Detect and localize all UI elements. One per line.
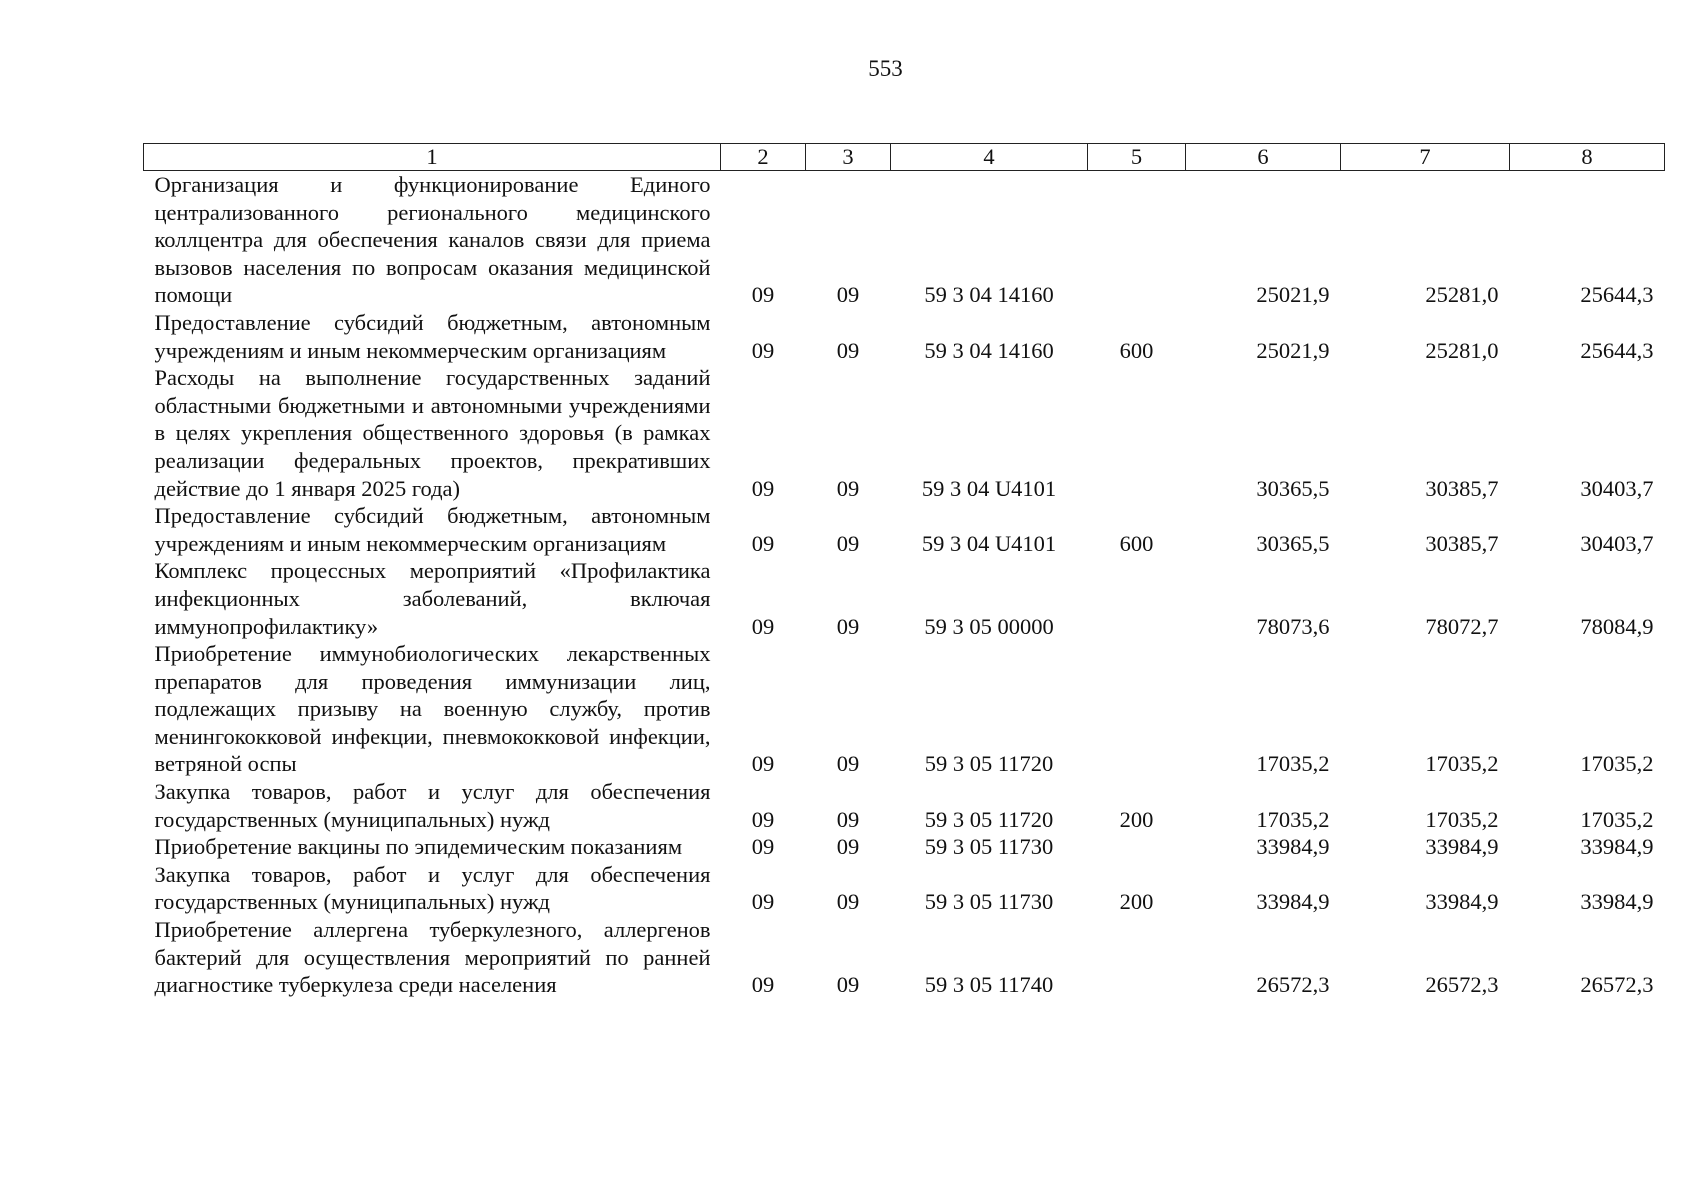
row-target-code: 59 3 04 14160 [924, 337, 1054, 363]
row-section: 09 [751, 282, 775, 308]
row-section: 09 [751, 972, 775, 998]
row-expense-type [1088, 833, 1186, 861]
header-col-1: 1 [144, 144, 721, 171]
row-value-col8: 17035,2 [1580, 751, 1654, 777]
row-name: Расходы на выполнение государственных заданий областными бюджетными и автономными учреждениями в целях укрепления общественного здоровья (в рамках реализации федеральных проектов, прекративших действие до 1 января 2025 года) [154, 365, 711, 501]
table-row [144, 640, 1665, 778]
row-name: Закупка товаров, работ и услуг для обеспечения государственных (муниципальных) нужд [154, 779, 711, 832]
row-expense-type [1088, 364, 1186, 502]
row-section: 09 [751, 475, 775, 501]
row-name: Предоставление субсидий бюджетным, автономным учреждениям и иным некоммерческим организациям [154, 503, 711, 556]
row-section: 09 [751, 889, 775, 915]
header-col-5: 5 [1088, 144, 1186, 171]
row-target-code: 59 3 05 00000 [924, 613, 1054, 639]
page-number: 553 [868, 56, 903, 81]
header-col-4: 4 [891, 144, 1088, 171]
row-value-col6: 17035,2 [1256, 806, 1330, 832]
row-section: 09 [751, 751, 775, 777]
row-value-col6: 26572,3 [1256, 972, 1330, 998]
row-value-col8: 30403,7 [1580, 530, 1654, 556]
row-value-col8: 33984,9 [1580, 889, 1654, 915]
row-target-code: 59 3 05 11740 [924, 972, 1054, 998]
table-row [144, 557, 1665, 640]
row-expense-type: 200 [1119, 889, 1154, 915]
row-subsection: 09 [836, 337, 860, 363]
row-value-col8: 30403,7 [1580, 475, 1654, 501]
row-value-col7: 30385,7 [1425, 530, 1499, 556]
table-body [144, 171, 1665, 999]
row-value-col6: 78073,6 [1256, 613, 1330, 639]
row-subsection: 09 [836, 834, 860, 860]
row-value-col6: 25021,9 [1256, 337, 1330, 363]
row-subsection: 09 [836, 475, 860, 501]
header-row [144, 144, 1665, 171]
row-target-code: 59 3 05 11720 [924, 751, 1054, 777]
row-value-col7: 25281,0 [1425, 337, 1499, 363]
header-col-8: 8 [1510, 144, 1665, 171]
row-expense-type: 600 [1119, 530, 1154, 556]
table-row [144, 502, 1665, 557]
row-name: Приобретение иммунобиологических лекарственных препаратов для проведения иммунизации лиц, подлежащих призыву на военную службу, против менингококковой инфекции, пневмококковой инфекции, ветряной оспы [154, 641, 711, 777]
table-row [144, 309, 1665, 364]
row-value-col8: 78084,9 [1580, 613, 1654, 639]
row-subsection: 09 [836, 751, 860, 777]
table-row [144, 171, 1665, 309]
row-target-code: 59 3 05 11720 [924, 806, 1054, 832]
row-value-col7: 17035,2 [1425, 806, 1499, 832]
row-subsection: 09 [836, 282, 860, 308]
budget-table [143, 143, 1665, 999]
row-value-col7: 26572,3 [1425, 972, 1499, 998]
row-value-col8: 25644,3 [1580, 337, 1654, 363]
table-row [144, 833, 1665, 861]
row-subsection: 09 [836, 613, 860, 639]
row-name: Приобретение аллергена туберкулезного, аллергенов бактерий для осуществления мероприятий по ранней диагностике туберкулеза среди населения [154, 917, 711, 998]
table-row [144, 861, 1665, 916]
row-name: Закупка товаров, работ и услуг для обеспечения государственных (муниципальных) нужд [154, 861, 711, 915]
row-target-code: 59 3 04 U4101 [921, 530, 1057, 556]
row-target-code: 59 3 04 U4101 [921, 475, 1057, 501]
row-subsection: 09 [836, 806, 860, 832]
header-col-6: 6 [1186, 144, 1341, 171]
row-expense-type: 200 [1119, 806, 1154, 832]
row-value-col6: 33984,9 [1256, 889, 1330, 915]
row-section: 09 [751, 834, 775, 860]
header-col-3: 3 [806, 144, 891, 171]
row-section: 09 [751, 530, 775, 556]
row-name: Приобретение вакцины по эпидемическим показаниям [154, 834, 683, 860]
row-subsection: 09 [836, 889, 860, 915]
row-target-code: 59 3 04 14160 [924, 282, 1054, 308]
row-value-col8: 26572,3 [1580, 972, 1654, 998]
header-col-7: 7 [1341, 144, 1510, 171]
row-name: Предоставление субсидий бюджетным, автономным учреждениям и иным некоммерческим организациям [154, 309, 711, 363]
row-value-col7: 33984,9 [1425, 834, 1499, 860]
row-value-col7: 33984,9 [1425, 889, 1499, 915]
row-expense-type: 600 [1119, 337, 1154, 363]
row-value-col8: 17035,2 [1580, 806, 1654, 832]
row-subsection: 09 [836, 972, 860, 998]
row-value-col6: 17035,2 [1256, 751, 1330, 777]
table-row [144, 364, 1665, 502]
row-value-col7: 78072,7 [1425, 613, 1499, 639]
row-value-col8: 25644,3 [1580, 282, 1654, 308]
row-value-col7: 30385,7 [1425, 475, 1499, 501]
row-value-col6: 30365,5 [1256, 530, 1330, 556]
row-value-col6: 30365,5 [1256, 475, 1330, 501]
row-section: 09 [751, 806, 775, 832]
row-name: Организация и функционирование Единого централизованного регионального медицинского коллцентра для обеспечения каналов связи для приема вызовов населения по вопросам оказания медицинской помощи [154, 172, 711, 308]
row-name: Комплекс процессных мероприятий «Профилактика инфекционных заболеваний, включая иммунопрофилактику» [154, 558, 711, 639]
row-expense-type [1088, 171, 1186, 309]
table-row [144, 778, 1665, 833]
row-target-code: 59 3 05 11730 [924, 889, 1054, 915]
row-value-col7: 17035,2 [1425, 751, 1499, 777]
row-value-col6: 25021,9 [1256, 282, 1330, 308]
row-expense-type [1088, 640, 1186, 778]
header-col-2: 2 [721, 144, 806, 171]
row-subsection: 09 [836, 530, 860, 556]
row-target-code: 59 3 05 11730 [924, 834, 1054, 860]
row-value-col7: 25281,0 [1425, 282, 1499, 308]
row-value-col8: 33984,9 [1580, 834, 1654, 860]
row-expense-type [1088, 557, 1186, 640]
table-row [144, 916, 1665, 999]
row-expense-type [1088, 916, 1186, 999]
row-value-col6: 33984,9 [1256, 834, 1330, 860]
row-section: 09 [751, 613, 775, 639]
row-section: 09 [751, 337, 775, 363]
table-header [144, 144, 1665, 171]
